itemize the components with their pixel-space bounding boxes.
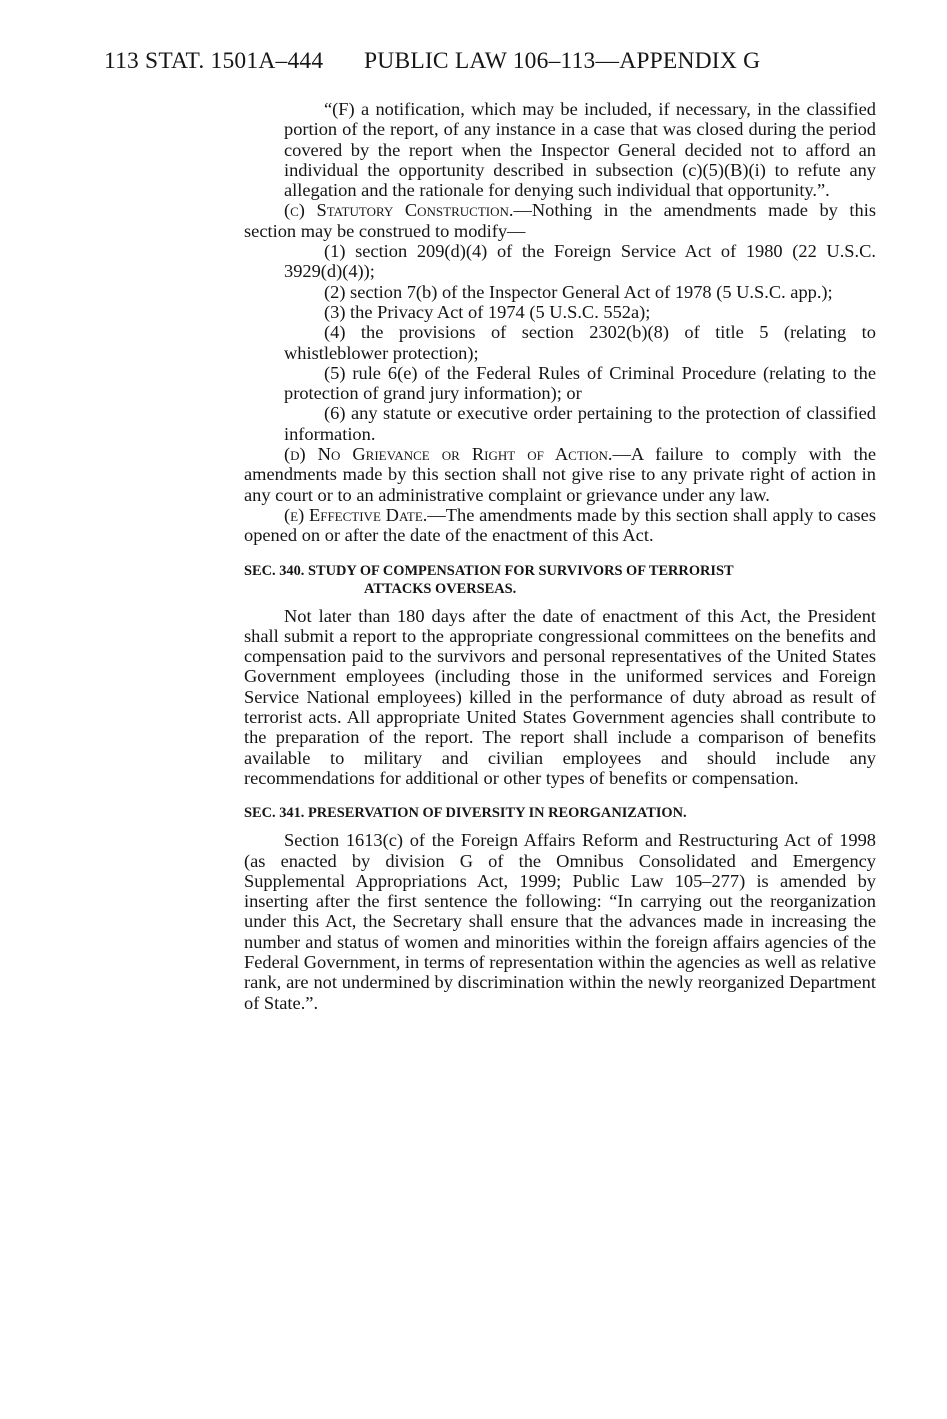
law-title: PUBLIC LAW 106–113—APPENDIX G: [364, 48, 761, 74]
subsection-d-heading: (d) No Grievance or Right of Action.: [284, 444, 613, 465]
section-341-heading: SEC. 341. PRESERVATION OF DIVERSITY IN REORGANIZATION.: [244, 805, 687, 822]
statute-citation: 113 STAT. 1501A–444: [104, 48, 324, 74]
subsection-c-item: (6) any statute or executive order pertaining to the protection of classified information.: [284, 403, 876, 444]
paragraph-f: “(F) a notification, which may be included, if necessary, in the classified portion of the report, of any instance in a case that was closed during the period covered by the report when the Inspector General decided not to afford an individual the opportunity described in subsection (c)(5)(B)(i) to refute any allegation and the rationale for denying such individual that opportunity.”.: [284, 99, 876, 201]
section-340-heading: [244, 562, 876, 598]
page-body: [244, 99, 876, 1013]
subsection-e: [244, 505, 876, 546]
subsection-c-item: (5) rule 6(e) of the Federal Rules of Criminal Procedure (relating to the protection of grand jury information); or: [284, 362, 876, 404]
section-340-heading-line1: SEC. 340. STUDY OF COMPENSATION FOR SURVIVORS OF TERRORIST: [244, 562, 734, 579]
subsection-d: [244, 444, 876, 505]
subsection-e-heading: (e) Effective Date.: [284, 504, 428, 525]
subsection-e-text: —The amendments made by this section shall apply to cases opened on or after the date of the enactment of this Act.: [244, 504, 877, 546]
subsection-c-heading: (c) Statutory Construction.: [284, 200, 514, 221]
subsection-c-item: (2) section 7(b) of the Inspector General Act of 1978 (5 U.S.C. app.);: [324, 281, 833, 302]
page-header: [104, 48, 760, 75]
section-341-body: Section 1613(c) of the Foreign Affairs Reform and Restructuring Act of 1998 (as enacted by division G of the Omnibus Consolidated and Emergency Supplemental Appropriations Act, 1999; Public Law 105–277) is amended by inserting after the first sentence the following: “In carrying out the reorganization under this Act, the Secretary shall ensure that the advances made in increasing the number and status of women and minorities within the foreign affairs agencies of the Federal Government, in terms of representation within the agencies as well as relative rank, are not undermined by discrimination within the newly reorganized Department of State.”.: [244, 830, 876, 1013]
subsection-c: [244, 200, 876, 241]
subsection-c-item: (4) the provisions of section 2302(b)(8) of title 5 (relating to whistleblower protection);: [284, 322, 876, 363]
section-340-body: Not later than 180 days after the date of enactment of this Act, the President shall submit a report to the appropriate congressional committees on the benefits and compensation paid to the survivors and personal representatives of the United States Government employees (including those in the uniformed services and Foreign Service National employees) killed in the performance of duty abroad as result of terrorist acts. All appropriate United States Government agencies shall contribute to the preparation of the report. The report shall include a comparison of benefits available to military and civilian employees and should include any recommendations for additional or other types of benefits or compensation.: [244, 605, 876, 788]
subsection-d-text: —A failure to comply with the amendments made by this section shall not give rise to any private right of action in any court or to an administrative complaint or grievance under any law.: [244, 444, 876, 505]
section-340-heading-line2: ATTACKS OVERSEAS.: [364, 580, 517, 597]
subsection-c-item: (1) section 209(d)(4) of the Foreign Service Act of 1980 (22 U.S.C. 3929(d)(4));: [284, 241, 876, 282]
subsection-c-text: —Nothing in the amendments made by this section may be construed to modify—: [244, 200, 876, 241]
subsection-c-item: (3) the Privacy Act of 1974 (5 U.S.C. 552a);: [324, 301, 651, 322]
